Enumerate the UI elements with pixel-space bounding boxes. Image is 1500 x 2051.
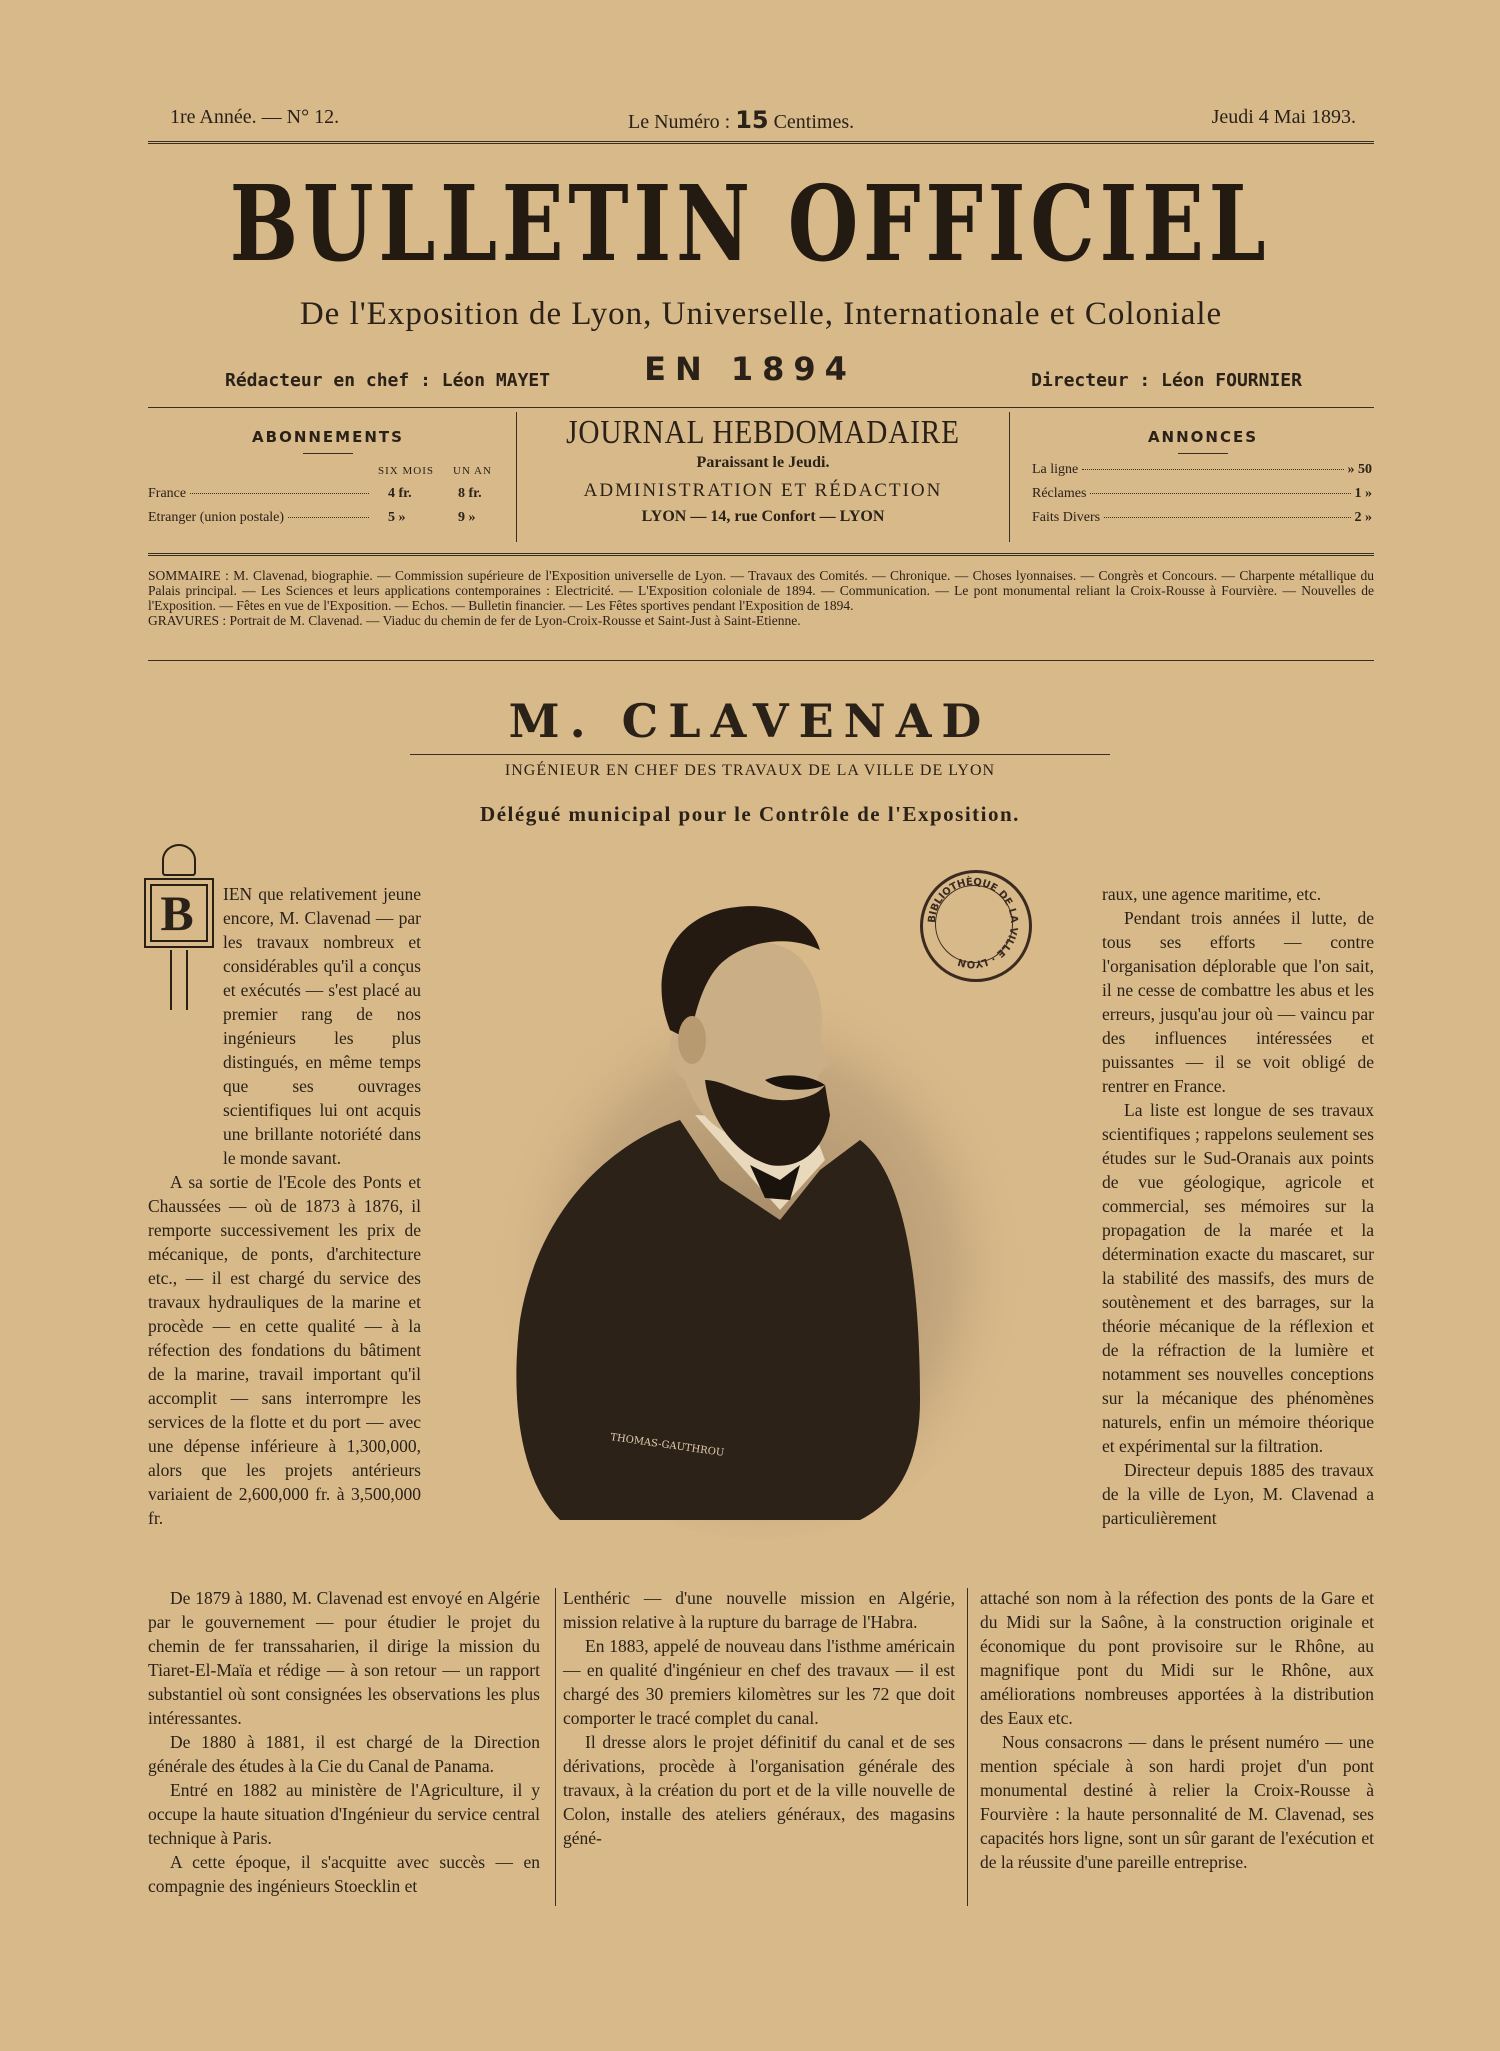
price-number: 15 <box>735 106 769 134</box>
subscription-row-france <box>148 486 503 502</box>
top-rule <box>148 141 1374 144</box>
paragraph: Entré en 1882 au ministère de l'Agriculture, il y occupe la haute situation d'Ingénieur du service central technique à Paris. <box>148 1780 540 1848</box>
row-year: 8 fr. <box>458 486 482 501</box>
journal-box <box>520 414 1006 526</box>
editor-in-chief: Rédacteur en chef : Léon MAYET <box>225 370 551 391</box>
ad-price: 1 » <box>1354 486 1372 501</box>
summary-sommaire: SOMMAIRE : M. Clavenad, biographie. — Commission supérieure de l'Exposition universelle de Lyon. — Travaux des Comités. — Chronique. — Choses lyonnaises. — Congrès et Concours. — Charpente métallique du Palais principal. — Les Sciences et leurs applications contemporaines : Electricité. — L'Exposition coloniale de 1894. — Communication. — Le pont monumental reliant la Croix-Rousse à Fourvière. — Nouvelles de l'Exposition. — Fêtes en vue de l'Exposition. — Echos. — Bulletin financier. — Les Fêtes sportives pendant l'Exposition de 1894. <box>148 568 1374 613</box>
paragraph: A sa sortie de l'Ecole des Ponts et Chaussées — où de 1873 à 1876, il remporte successivement les prix de mécanique, de ponts, d'architecture etc., — il est chargé du service des travaux hydrauliques de la marine et procède — en cette qualité — à la réfection des fondations du bâtiment de la marine, travail important qu'il accomplit — sans interrompre les services de la flotte et du port — avec une dépense inférieure à 1,300,000, alors que les projets antérieurs variaient de 2,600,000 fr. à 3,500,000 fr. <box>148 1172 421 1528</box>
ad-label: La ligne <box>1032 462 1079 477</box>
journal-frequency: Paraissant le Jeudi. <box>696 454 830 471</box>
box-divider-left <box>516 412 517 542</box>
paragraph: En 1883, appelé de nouveau dans l'isthme américain — en qualité d'ingénieur en chef des travaux — il est chargé des 30 premiers kilomètres sur les 72 que doit comporter le tracé complet du canal. <box>563 1636 955 1728</box>
row-year: 9 » <box>458 510 476 525</box>
issue-date: Jeudi 4 Mai 1893. <box>1211 106 1356 128</box>
paragraph: De 1879 à 1880, M. Clavenad est envoyé en Algérie par le gouvernement — pour étudier le projet du chemin de fer transsaharien, il dirige la mission du Tiaret-El-Maïa et rédige — à son retour — un rapport substantiel où sont consignées les observations les plus intéressantes. <box>148 1588 540 1728</box>
paragraph: La liste est longue de ses travaux scientifiques ; rappelons seulement ses études sur le Sud-Oranais aux points de vue géologique, agricole et commercial, ses mémoires sur la propagation de la marée et la détermination exacte du mascaret, sur la stabilité des massifs, des murs de soutènement et des barrages, sur la théorie mécanique de la réflexion et de la réfraction de la lumière et notamment ses nouvelles conceptions sur la mécanique des phénomènes naturels, enfin un mémoire théorique et expérimental sur la filtration. <box>1102 1100 1374 1456</box>
ad-price: » 50 <box>1347 462 1372 477</box>
col-six-months: SIX MOIS <box>378 465 434 477</box>
article-heading: M. CLAVENAD <box>508 694 992 748</box>
masthead-subtitle: De l'Exposition de Lyon, Universelle, Internationale et Coloniale <box>299 296 1223 332</box>
masthead-title: BULLETIN OFFICIEL <box>229 162 1271 285</box>
ads-heading: ANNONCES <box>1147 428 1259 446</box>
intro-paragraph: IEN que relativement jeune encore, M. Clavenad — par les travaux nombreux et considérables qu'il a conçus et exécutés — s'est placé au premier rang de nos ingénieurs les plus distingués, en même temps que ses ouvrages scientifiques lui ont acquis une brillante notoriété dans le monde savant. <box>223 884 421 1168</box>
paragraph: Lenthéric — d'une nouvelle mission en Algérie, mission relative à la rupture du barrage de l'Habra. <box>563 1588 955 1632</box>
row-six: 4 fr. <box>388 486 412 501</box>
portrait-engraving <box>480 880 1040 1540</box>
column-divider <box>967 1588 968 1906</box>
paragraph: Directeur depuis 1885 des travaux de la ville de Lyon, M. Clavenad a particulièrement <box>1102 1460 1374 1528</box>
ad-label: Réclames <box>1032 486 1087 501</box>
paragraph: Nous consacrons — dans le présent numéro — une mention spéciale à son hardi projet d'un pont monumental destiné à relier la Croix-Rousse à Fourvière : la haute personnalité de M. Clavenad, ses capacités hors ligne, sont un sûr garant de l'exécution et de la réussite d'une pareille entreprise. <box>980 1732 1374 1872</box>
stamp-text: BIBLIOTHÈQUE DE LA VILLE · LYON <box>926 876 1020 970</box>
row-label: Etranger (union postale) <box>148 510 285 525</box>
ad-row <box>1032 486 1372 502</box>
masthead-rule <box>148 407 1374 408</box>
summary-rule <box>148 660 1374 661</box>
heading-underline <box>410 754 1110 755</box>
column-divider <box>555 1588 556 1906</box>
journal-name: JOURNAL HEBDOMADAIRE <box>566 414 960 451</box>
price-line <box>628 106 854 134</box>
price-suffix: Centimes. <box>773 111 855 133</box>
column-right-upper <box>1102 882 1374 1530</box>
subscription-row-foreign <box>148 510 503 526</box>
column-left-upper <box>148 882 421 1530</box>
column-left-lower <box>148 1586 540 1898</box>
dropcap-letter: B <box>160 885 194 941</box>
engraver-signature: THOMAS-GAUTHROU <box>609 1432 725 1459</box>
paragraph: Il dresse alors le projet définitif du canal et de ses dérivations, procède à l'organisation générale des travaux, à la création du port et de la ville nouvelle de Colon, installe des ateliers généraux, des magasins géné- <box>563 1732 955 1848</box>
box-rule <box>148 553 1374 556</box>
ad-price: 2 » <box>1354 510 1372 525</box>
director: Directeur : Léon FOURNIER <box>1031 370 1302 391</box>
row-six: 5 » <box>388 510 406 525</box>
journal-address: LYON — 14, rue Confort — LYON <box>641 508 885 525</box>
ad-row <box>1032 462 1372 478</box>
ads-box <box>1030 410 1376 540</box>
price-prefix: Le Numéro : <box>628 111 731 133</box>
subscriptions-box <box>148 410 508 540</box>
ads-divider <box>1178 453 1228 454</box>
summary-gravures: GRAVURES : Portrait de M. Clavenad. — Viaduc du chemin de fer de Lyon-Croix-Rousse et Saint-Just à Saint-Etienne. <box>148 613 801 628</box>
column-middle-lower <box>563 1586 955 1850</box>
ad-row <box>1032 510 1372 526</box>
paragraph: De 1880 à 1881, il est chargé de la Direction générale des études à la Cie du Canal de Panama. <box>148 1732 540 1776</box>
ad-label: Faits Divers <box>1032 510 1101 525</box>
summary <box>148 568 1374 628</box>
box-divider-right <box>1009 412 1010 542</box>
masthead-year: EN 1894 <box>644 350 856 388</box>
col-one-year: UN AN <box>453 465 492 477</box>
subscriptions-heading: ABONNEMENTS <box>252 428 404 446</box>
subscriptions-divider <box>303 453 353 454</box>
article-role: INGÉNIEUR EN CHEF DES TRAVAUX DE LA VILLE DE LYON <box>504 762 996 779</box>
column-right-lower <box>980 1586 1374 1874</box>
article-delegate: Délégué municipal pour le Contrôle de l'Exposition. <box>480 802 1020 826</box>
paragraph: A cette époque, il s'acquitte avec succès — en compagnie des ingénieurs Stoecklin et <box>148 1852 540 1896</box>
journal-admin: ADMINISTRATION ET RÉDACTION <box>583 480 943 501</box>
issue-number: 1re Année. — N° 12. <box>170 106 340 128</box>
row-label: France <box>148 486 187 501</box>
paragraph: raux, une agence maritime, etc. <box>1102 884 1322 904</box>
paragraph: Pendant trois années il lutte, de tous ses efforts — contre l'organisation déplorable que l'on sait, il ne cesse de combattre les abus et les erreurs, jusqu'au jour où — vaincu par des influences intéressées et puissantes — il se voit obligé de rentrer en France. <box>1102 908 1374 1096</box>
paragraph: attaché son nom à la réfection des ponts de la Gare et du Midi sur la Saône, à la construction originale et économique du pont provisoire sur le Rhône, au magnifique pont du Midi sur le Rhône, aux améliorations nombreuses apportées à la distribution des Eaux etc. <box>980 1588 1374 1728</box>
